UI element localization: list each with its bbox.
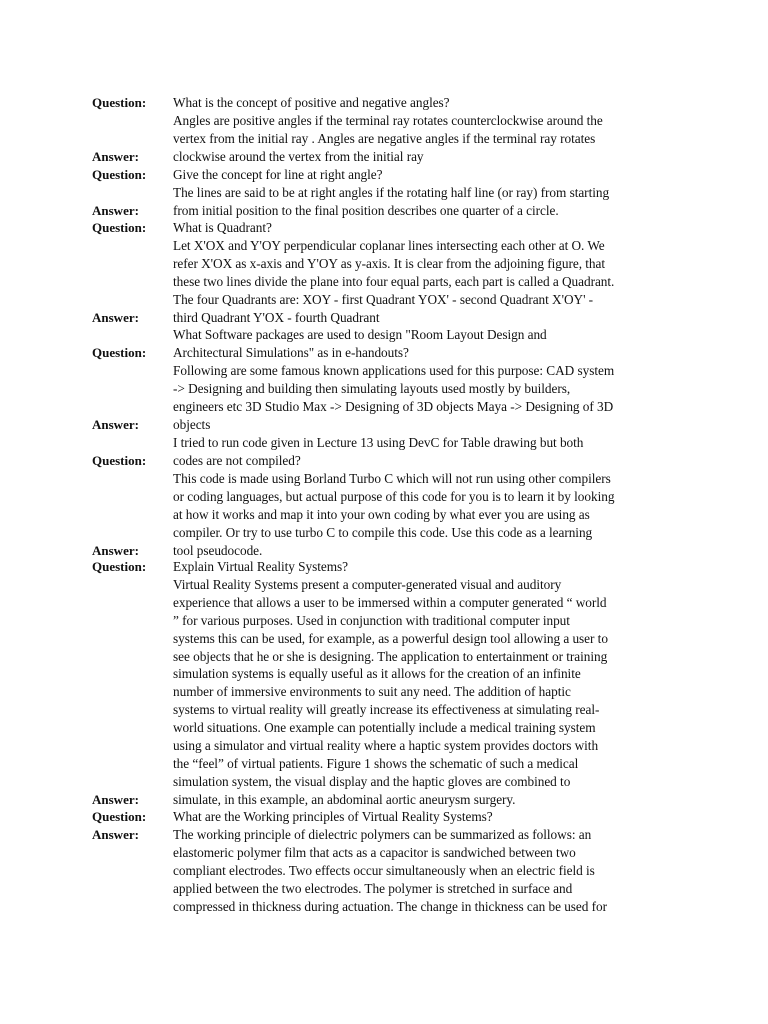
answer-line: vertex from the initial ray . Angles are negative angles if the terminal ray rotates bbox=[173, 130, 596, 146]
answer-line: using a simulator and virtual reality where a haptic system provides doctors with bbox=[173, 738, 599, 754]
answer-text bbox=[173, 576, 693, 809]
answer-text bbox=[173, 184, 693, 220]
answer-line: at how it works and map it into your own coding by what ever you are using as bbox=[173, 506, 590, 522]
answer-label: Answer: bbox=[92, 149, 139, 164]
answer-line: Angles are positive angles if the terminal ray rotates counterclockwise around the bbox=[173, 113, 603, 128]
answer-line: compliant electrodes. Two effects occur simultaneously when an electric field is bbox=[173, 862, 595, 878]
question-line: What are the Working principles of Virtual Reality Systems? bbox=[173, 809, 493, 824]
question-label: Question: bbox=[92, 559, 147, 574]
answer-line: these two lines divide the plane into four equal parts, each part is called a Quadrant. bbox=[173, 273, 615, 289]
answer-line: simulation systems is equally useful as it allows for the creation of an infinite bbox=[173, 666, 581, 682]
answer-line: clockwise around the vertex from the initial ray bbox=[173, 148, 424, 164]
answer-line: The lines are said to be at right angles if the rotating half line (or ray) from starting bbox=[173, 185, 610, 200]
answer-text bbox=[173, 826, 693, 915]
answer-line: -> Designing and building then simulating layouts used mostly by builders, bbox=[173, 380, 571, 396]
question-line: Explain Virtual Reality Systems? bbox=[173, 559, 348, 574]
question-text bbox=[173, 808, 693, 826]
answer-line: Let X'OX and Y'OY perpendicular coplanar lines intersecting each other at O. We bbox=[173, 238, 605, 253]
answer-text bbox=[173, 237, 693, 326]
question-line: codes are not compiled? bbox=[173, 452, 301, 468]
answer-line: experience that allows a user to be immersed within a computer generated “ world bbox=[173, 594, 607, 610]
answer-line: compressed in thickness during actuation. The change in thickness can be used for bbox=[173, 898, 608, 914]
answer-text bbox=[173, 470, 693, 559]
answer-text bbox=[173, 112, 693, 166]
question-label: Question: bbox=[92, 220, 147, 235]
answer-label: Answer: bbox=[92, 417, 139, 432]
answer-line: Virtual Reality Systems present a computer-generated visual and auditory bbox=[173, 577, 562, 592]
question-line: What is the concept of positive and negative angles? bbox=[173, 95, 450, 110]
answer-line: from initial position to the final position describes one quarter of a circle. bbox=[173, 202, 559, 218]
answer-line: compiler. Or try to use turbo C to compile this code. Use this code as a learning bbox=[173, 524, 593, 540]
answer-text bbox=[173, 362, 693, 434]
answer-line: world situations. One example can potentially include a medical training system bbox=[173, 720, 596, 736]
answer-line: The working principle of dielectric polymers can be summarized as follows: an bbox=[173, 827, 592, 842]
answer-line: refer X'OX as x-axis and Y'OY as y-axis. It is clear from the adjoining figure, that bbox=[173, 255, 605, 271]
answer-line: objects bbox=[173, 416, 211, 432]
question-line: What is Quadrant? bbox=[173, 220, 272, 235]
question-line: Give the concept for line at right angle? bbox=[173, 167, 383, 182]
answer-line: systems this can be used, for example, as a powerful design tool allowing a user to bbox=[173, 630, 608, 646]
answer-label: Answer: bbox=[92, 827, 139, 842]
question-text bbox=[173, 94, 693, 112]
question-label: Question: bbox=[92, 809, 147, 824]
question-line: What Software packages are used to design "Room Layout Design and bbox=[173, 327, 547, 342]
question-label: Question: bbox=[92, 95, 147, 110]
question-label: Question: bbox=[92, 453, 147, 468]
answer-line: This code is made using Borland Turbo C which will not run using other compilers bbox=[173, 471, 611, 486]
answer-line: third Quadrant Y'OX - fourth Quadrant bbox=[173, 309, 380, 325]
question-line: I tried to run code given in Lecture 13 using DevC for Table drawing but both bbox=[173, 435, 584, 450]
question-text bbox=[173, 166, 693, 184]
answer-line: The four Quadrants are: XOY - first Quadrant YOX' - second Quadrant X'OY' - bbox=[173, 291, 594, 307]
answer-line: elastomeric polymer film that acts as a capacitor is sandwiched between two bbox=[173, 844, 576, 860]
answer-line: systems to virtual reality will greatly increase its effectiveness at simulating real- bbox=[173, 702, 600, 718]
question-text bbox=[173, 558, 693, 576]
answer-line: number of immersive environments to suit any need. The addition of haptic bbox=[173, 684, 571, 700]
question-text bbox=[173, 326, 693, 362]
answer-line: the “feel” of virtual patients. Figure 1 shows the schematic of such a medical bbox=[173, 755, 579, 771]
answer-label: Answer: bbox=[92, 792, 139, 807]
answer-line: ” for various purposes. Used in conjunction with traditional computer input bbox=[173, 612, 570, 628]
question-text bbox=[173, 434, 693, 470]
answer-line: tool pseudocode. bbox=[173, 542, 263, 558]
answer-line: Following are some famous known applications used for this purpose: CAD system bbox=[173, 363, 615, 378]
question-label: Question: bbox=[92, 345, 147, 360]
answer-line: simulate, in this example, an abdominal aortic aneurysm surgery. bbox=[173, 791, 516, 807]
answer-label: Answer: bbox=[92, 203, 139, 218]
answer-line: see objects that he or she is designing. The application to entertainment or training bbox=[173, 648, 608, 664]
question-label: Question: bbox=[92, 167, 147, 182]
answer-line: or coding languages, but actual purpose of this code for you is to learn it by looking bbox=[173, 488, 615, 504]
question-line: Architectural Simulations" as in e-handouts? bbox=[173, 344, 409, 360]
answer-line: applied between the two electrodes. The polymer is stretched in surface and bbox=[173, 880, 573, 896]
answer-line: simulation system, the visual display and the haptic gloves are combined to bbox=[173, 773, 571, 789]
question-text bbox=[173, 219, 693, 237]
answer-label: Answer: bbox=[92, 310, 139, 325]
answer-label: Answer: bbox=[92, 543, 139, 558]
answer-line: engineers etc 3D Studio Max -> Designing of 3D objects Maya -> Designing of 3D bbox=[173, 398, 614, 414]
